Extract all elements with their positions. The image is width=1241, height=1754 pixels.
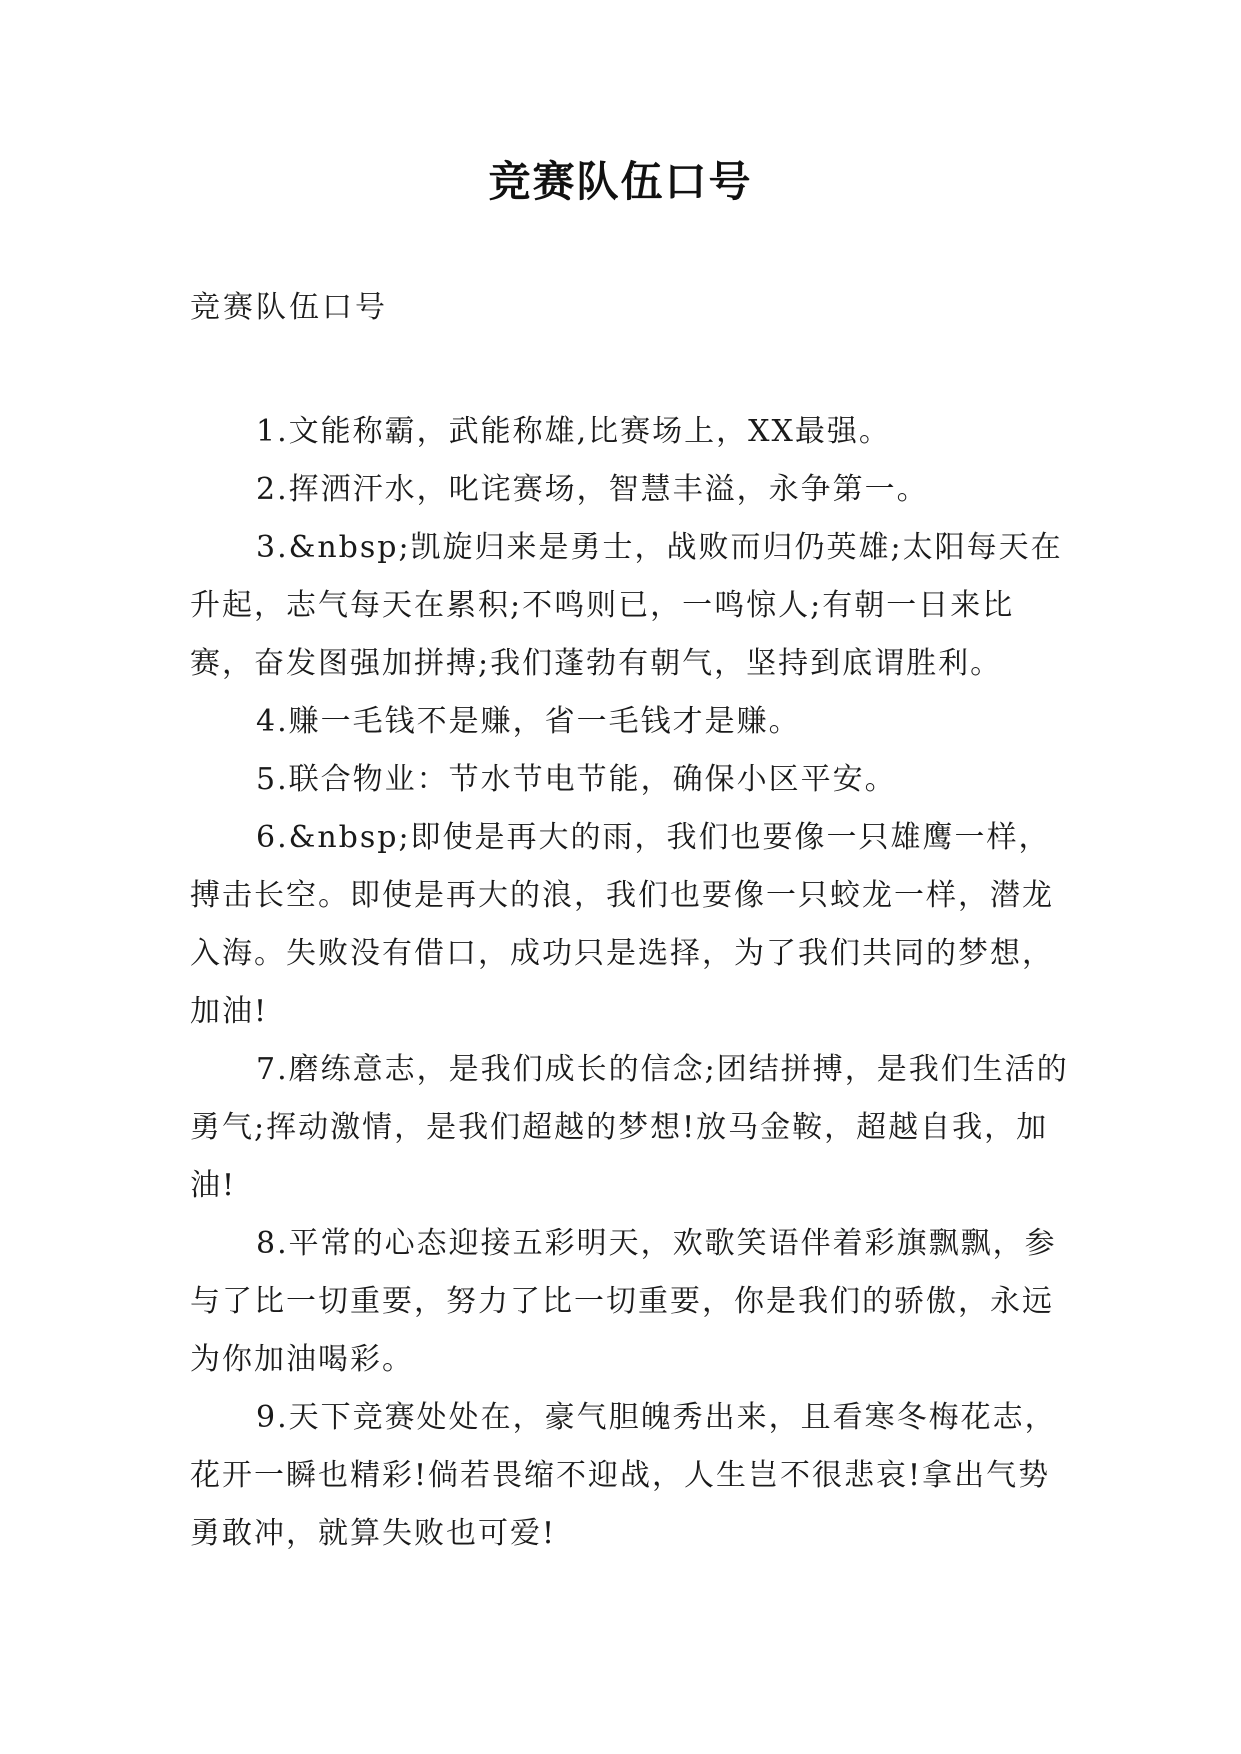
- document-body: [190, 403, 1070, 1563]
- slogan-paragraph-2: 2.挥洒汗水，叱诧赛场，智慧丰溢，永争第一。: [256, 472, 929, 507]
- slogan-paragraph-6: 6.&nbsp;即使是再大的雨，我们也要像一只雄鹰一样，搏击长空。即使是再大的浪，我们也要像一只蛟龙一样，潜龙入海。失败没有借口，成功只是选择，为了我们共同的梦想，加油!: [190, 820, 1054, 1029]
- slogan-paragraph-1: 1.文能称霸，武能称雄,比赛场上，XX最强。: [256, 414, 891, 449]
- document-title: 竞赛队伍口号: [488, 157, 753, 206]
- slogan-paragraph-9: 9.天下竞赛处处在，豪气胆魄秀出来，且看寒冬梅花志，花开一瞬也精彩!倘若畏缩不迎战，人生岂不很悲哀!拿出气势勇敢冲，就算失败也可爱!: [190, 1400, 1057, 1551]
- slogan-paragraph-3: 3.&nbsp;凯旋归来是勇士，战败而归仍英雄;太阳每天在升起，志气每天在累积;不鸣则已，一鸣惊人;有朝一日来比赛，奋发图强加拼搏;我们蓬勃有朝气，坚持到底谓胜利。: [190, 530, 1063, 681]
- slogan-paragraph-7: 7.磨练意志，是我们成长的信念;团结拼搏，是我们生活的勇气;挥动激情，是我们超越的梦想!放马金鞍，超越自我，加油!: [190, 1052, 1069, 1203]
- document-subtitle: 竞赛队伍口号: [190, 290, 388, 325]
- slogan-paragraph-4: 4.赚一毛钱不是赚，省一毛钱才是赚。: [256, 704, 801, 739]
- slogan-paragraph-5: 5.联合物业：节水节电节能，确保小区平安。: [256, 762, 897, 797]
- slogan-paragraph-8: 8.平常的心态迎接五彩明天，欢歌笑语伴着彩旗飘飘，参与了比一切重要，努力了比一切重要，你是我们的骄傲，永远为你加油喝彩。: [190, 1226, 1057, 1377]
